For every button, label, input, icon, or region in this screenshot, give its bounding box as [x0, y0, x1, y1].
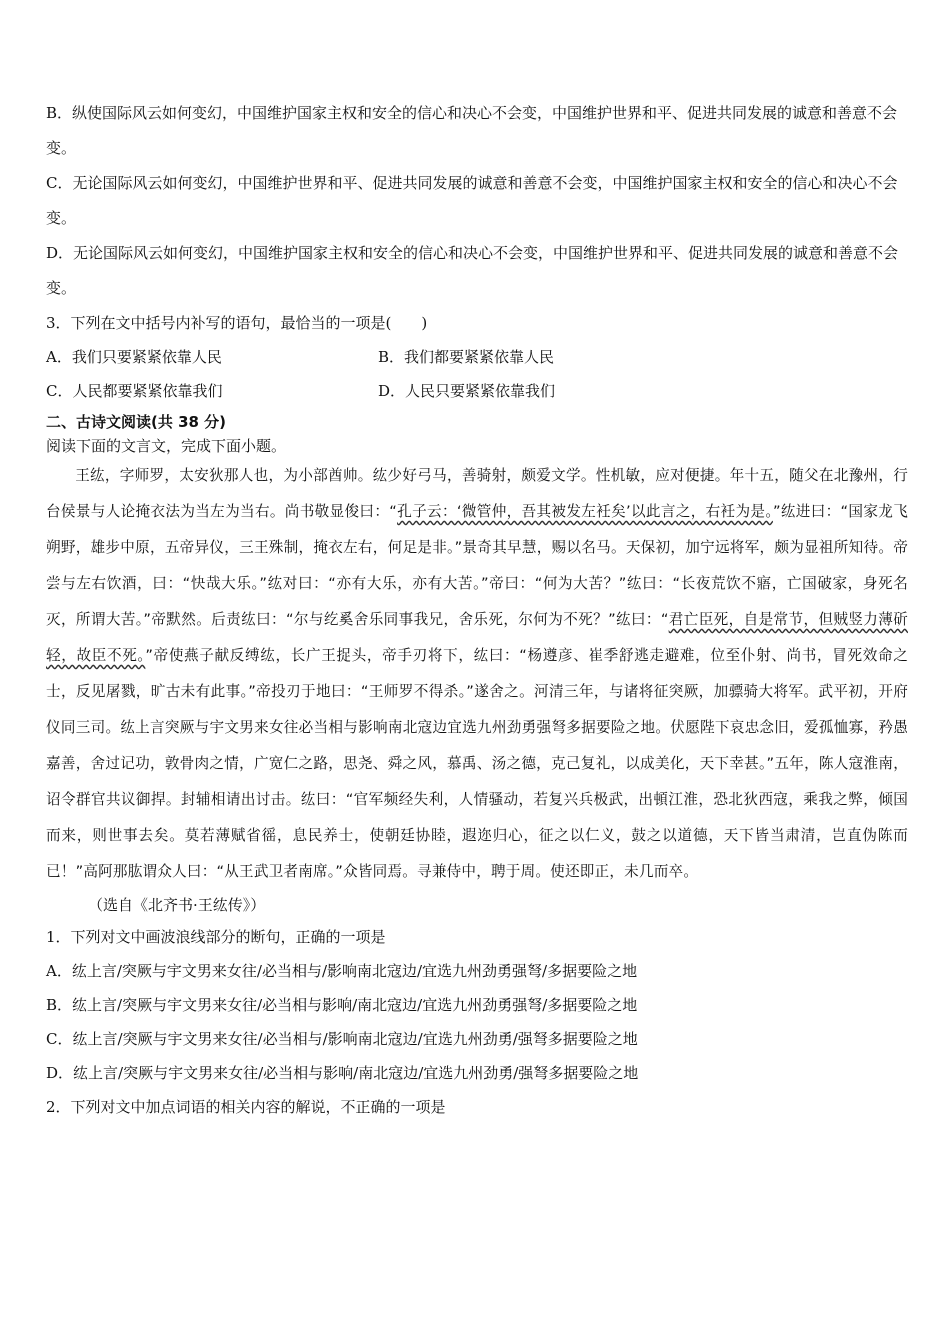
exam-page: [46, 96, 908, 1124]
question-2-stem: 2．下列对文中加点词语的相关内容的解说，不正确的一项是: [46, 1098, 446, 1116]
option-d-prev: D．无论国际风云如何变幻，中国维护国家主权和安全的信心和决心不会变，中国维护世界和平、促进共同发展的诚意和善意不会变。: [46, 244, 899, 297]
question-3-options-row-1: [46, 340, 908, 374]
question-3-options-row-2: [46, 374, 908, 408]
wavy-underline-2: 君亡臣死，自是常节，但贼竖力薄斫轻，故臣不死。: [46, 611, 908, 664]
section-heading: 二、古诗文阅读(共 38 分): [46, 413, 227, 431]
question-1-option-a: A．纮上言/突厥与宇文男来女往/必当相与/影响南北寇边/宜选九州劲勇强弩/多据要险之地: [46, 962, 638, 980]
question-1-option-c: C．纮上言/突厥与宇文男来女往/必当相与/影响南北寇边/宜选九州劲勇/强弩多据要险之地: [46, 1030, 638, 1048]
passage-part-2: ”纮进曰：“国家龙飞朔野，雄步中原，五帝异仪，三王殊制，掩衣左右，何足是非。”景奇其早慧，赐以名马。天保初，加宁远将军，颇为显祖所知待。帝尝与左右饮酒，曰：“快哉大乐。”纮对曰：“亦有大乐，亦有大苦。”帝曰：“何为大苦？”纮曰：“长夜荒饮不寤，亡国破家，身死名灭，所谓大苦。”帝默然。后责纮曰：“尔与纥奚舍乐同事我兄，舍乐死，尔何为不死？”纮曰：“: [46, 503, 909, 628]
option-b-prev: B．纵使国际风云如何变幻，中国维护国家主权和安全的信心和决心不会变，中国维护世界和平、促进共同发展的诚意和善意不会变。: [46, 104, 898, 157]
classical-passage: [46, 458, 908, 890]
passage-part-1: 王纮，字师罗，太安狄那人也，为小部酋帅。纮少好弓马，善骑射，颇爱文学。性机敏，应对便捷。年十五，随父在北豫州，行台侯景与人论掩衣法为当左为当右。尚书敬显俊曰：“: [46, 467, 908, 520]
question-3-option-b: B．我们都要紧紧依靠人民: [378, 348, 555, 366]
option-c-prev: C．无论国际风云如何变幻，中国维护世界和平、促进共同发展的诚意和善意不会变，中国维护国家主权和安全的信心和决心不会变。: [46, 174, 898, 227]
question-1-option-d: D．纮上言/突厥与宇文男来女往/必当相与影响/南北寇边/宜选九州劲勇/强弩多据要险之地: [46, 1064, 639, 1082]
question-1-stem: 1．下列对文中画波浪线部分的断句，正确的一项是: [46, 928, 386, 946]
passage-source: （选自《北齐书·王纮传》）: [88, 896, 266, 914]
section-intro: 阅读下面的文言文，完成下面小题。: [46, 437, 287, 455]
question-3-option-c: C．人民都要紧紧依靠我们: [46, 382, 223, 400]
question-1-option-b: B．纮上言/突厥与宇文男来女往/必当相与影响/南北寇边/宜选九州劲勇强弩/多据要险之地: [46, 996, 638, 1014]
question-3-stem: 3．下列在文中括号内补写的语句，最恰当的一项是( ): [46, 314, 428, 332]
question-3-option-a: A．我们只要紧紧依靠人民: [46, 348, 222, 366]
passage-part-3: ”帝使燕子献反缚纮，长广王捉头，帝手刃将下，纮曰：“杨遵彦、崔季舒逃走避难，位至仆射、尚书，冒死效命之士，反见屠戮，旷古未有此事。”帝投刃于地曰：“王师罗不得杀。”遂舍之。河清三年，与诸将征突厥，加骠骑大将军。武平初，开府仪同三司。纮上言突厥与宇文男来女往必当相与影响南北寇边宜选九州劲勇强弩多据要险之地。伏愿陛下哀忠念旧，爱孤恤寡，矜愚嘉善，舍过记功，敦骨肉之情，广宽仁之路，思尧、舜之风，慕禹、汤之德，克己复礼，以成美化，天下幸甚。”五年，陈人寇淮南，诏令群官共议御捍。封辅相请出讨击。纮曰：“官军频经失利，人情骚动，若复兴兵极武，出頓江淮，恐北狄西寇，乘我之弊，倾国而来，则世事去矣。莫若薄赋省徭，息民养士，使朝廷协睦，遐迩归心，征之以仁义，鼓之以道德，天下皆当肃清，岂直伪陈而已！”高阿那肱谓众人曰：“从王武卫者南席。”众皆同焉。寻兼侍中，聘于周。使还即正，未几而卒。: [46, 647, 908, 880]
wavy-underline-1: 孔子云：‘微管仲，吾其被发左衽矣’以此言之，右衽为是。: [397, 503, 773, 520]
question-3-option-d: D．人民只要紧紧依靠我们: [378, 382, 556, 400]
